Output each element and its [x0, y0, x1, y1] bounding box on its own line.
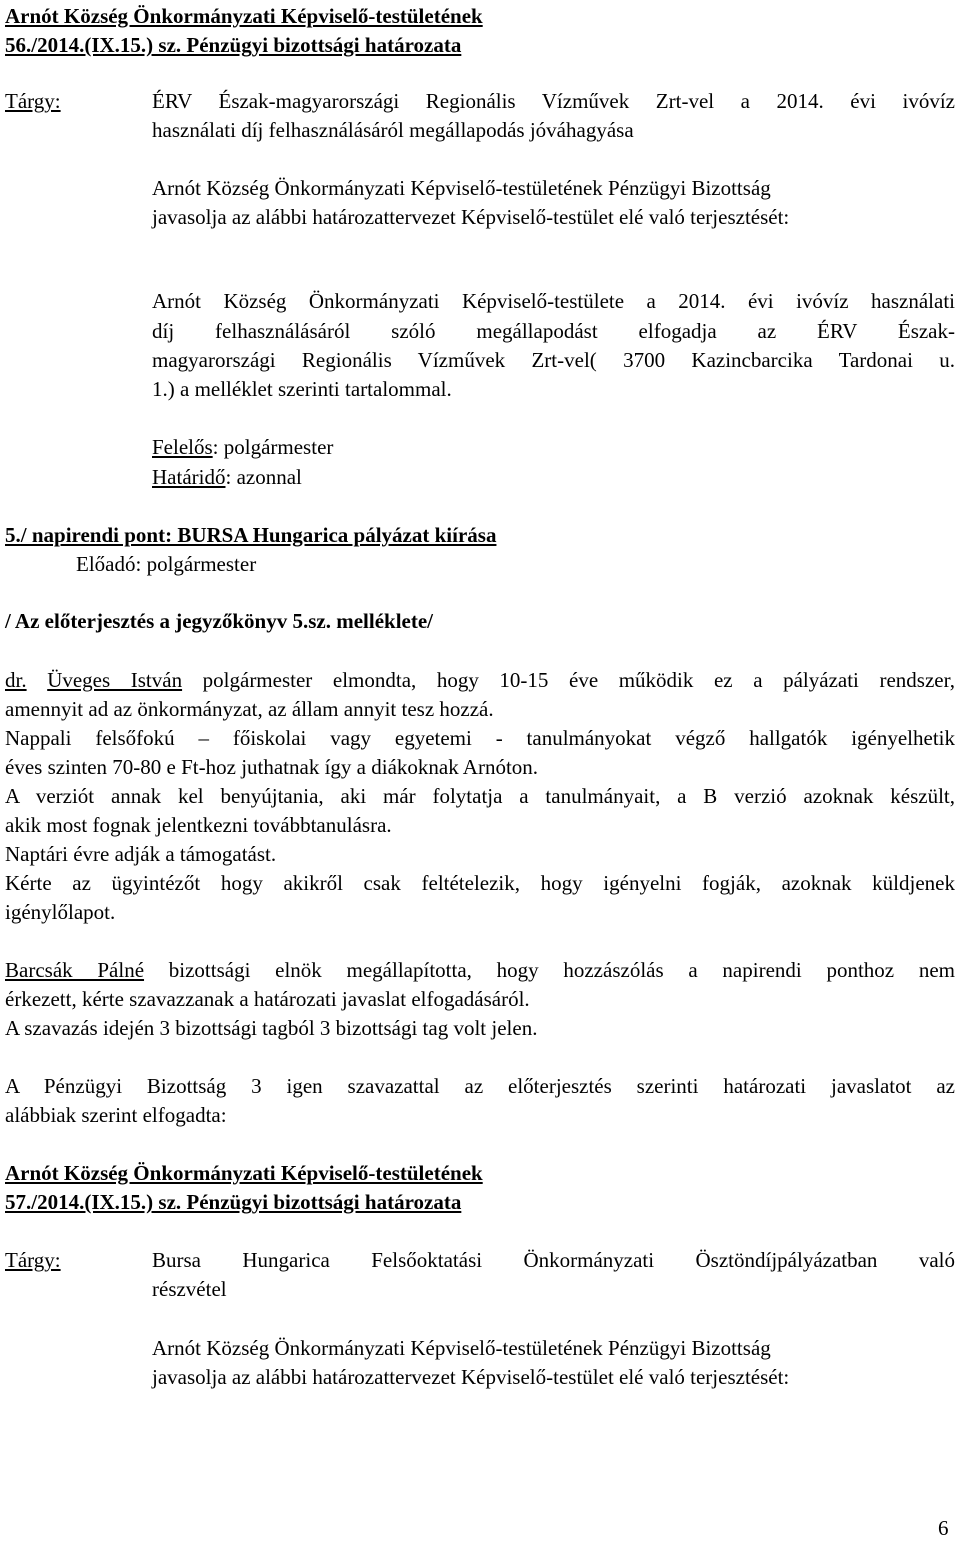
resolution2-heading-line2: 57./2014.(IX.15.) sz. Pénzügyi bizottsági határozata: [5, 1190, 462, 1214]
resolution-heading-line1: Arnót Község Önkormányzati Képviselő-testületének: [5, 4, 483, 28]
minutes-p2-line1: [5, 956, 955, 985]
agenda-attachment-note: / Az előterjesztés a jegyzőkönyv 5.sz. melléklete/: [5, 609, 434, 633]
subject2-line2: részvétel: [152, 1277, 227, 1301]
subject-line2: használati díj felhasználásáról megállapodás jóváhagyása: [152, 118, 634, 142]
minutes-p1-line9: igénylőlapot.: [5, 900, 116, 924]
proposal2-line2: javasolja az alábbi határozattervezet Képviselő-testület elé való terjesztését:: [152, 1365, 790, 1389]
deadline-value: : azonnal: [225, 465, 302, 489]
minutes-p1-line3: Nappali felsőfokú – főiskolai vagy egyetemi - tanulmányokat végző hallgatók igényelhetik: [5, 726, 955, 750]
deadline-line: [152, 463, 302, 492]
agenda-presenter: Előadó: polgármester: [76, 552, 257, 576]
resolution-text-line4: 1.) a melléklet szerinti tartalommal.: [152, 377, 452, 401]
page-number: 6: [938, 1516, 949, 1540]
resolution-heading-line2: 56./2014.(IX.15.) sz. Pénzügyi bizottsági határozata: [5, 33, 462, 57]
minutes-p1-line1: [5, 666, 955, 695]
responsible-label: Felelős: [152, 435, 213, 459]
minutes-p1-line8: Kérte az ügyintézőt hogy akikről csak feltételezik, hogy igényelni fogják, azoknak küldjenek: [5, 871, 955, 895]
deadline-label: Határidő: [152, 465, 226, 489]
resolution-text-line3: magyarországi Regionális Vízművek Zrt-vel( 3700 Kazincbarcika Tardonai u.: [152, 348, 955, 372]
resolution2-heading-line1: Arnót Község Önkormányzati Képviselő-testületének: [5, 1161, 483, 1185]
minutes-p1-line1-text: polgármester elmondta, hogy 10-15 éve működik ez a pályázati rendszer,: [182, 668, 956, 692]
chair-name: Barcsák Pálné: [5, 958, 145, 982]
minutes-p1-line7: Naptári évre adják a támogatást.: [5, 842, 277, 866]
resolution-text-line1: Arnót Község Önkormányzati Képviselő-testülete a 2014. évi ivóvíz használati: [152, 289, 955, 313]
minutes-p3-line2: alábbiak szerint elfogadta:: [5, 1103, 227, 1127]
speaker-title: dr.: [5, 668, 27, 692]
responsible-line: [152, 433, 333, 462]
minutes-p1-line5: A verziót annak kel benyújtania, aki már folytatja a tanulmányait, a B verzió azoknak készült,: [5, 784, 955, 808]
minutes-p1-line2: amennyit ad az önkormányzat, az állam annyit tesz hozzá.: [5, 697, 494, 721]
proposal-line2: javasolja az alábbi határozattervezet Képviselő-testület elé való terjesztését:: [152, 205, 790, 229]
subject-label: Tárgy:: [5, 89, 61, 113]
subject2-label: Tárgy:: [5, 1248, 61, 1272]
minutes-p2-line2: érkezett, kérte szavazzanak a határozati javaslat elfogadásáról.: [5, 987, 530, 1011]
minutes-p2-line3: A szavazás idején 3 bizottsági tagból 3 bizottsági tag volt jelen.: [5, 1016, 538, 1040]
resolution-text-line2: díj felhasználásáról szóló megállapodást elfogadja az ÉRV Észak-: [152, 319, 955, 343]
subject-line1: ÉRV Észak-magyarországi Regionális Vízművek Zrt-vel a 2014. évi ivóvíz: [152, 89, 955, 113]
minutes-p2-line1-text: bizottsági elnök megállapította, hogy hozzászólás a napirendi ponthoz nem: [144, 958, 955, 982]
minutes-p3-line1: A Pénzügyi Bizottság 3 igen szavazattal az előterjesztés szerinti határozati javaslatot az: [5, 1074, 955, 1098]
proposal2-line1: Arnót Község Önkormányzati Képviselő-testületének Pénzügyi Bizottság: [152, 1336, 771, 1360]
minutes-p1-line6: akik most fognak jelentkezni továbbtanulásra.: [5, 813, 392, 837]
agenda-title: 5./ napirendi pont: BURSA Hungarica pályázat kiírása: [5, 523, 497, 547]
minutes-p1-line4: éves szinten 70-80 e Ft-hoz juthatnak így a diákoknak Arnóton.: [5, 755, 539, 779]
responsible-value: : polgármester: [212, 435, 334, 459]
speaker-name: Üveges István: [47, 668, 183, 692]
subject2-line1: Bursa Hungarica Felsőoktatási Önkormányzati Ösztöndíjpályázatban való: [152, 1248, 955, 1272]
proposal-line1: Arnót Község Önkormányzati Képviselő-testületének Pénzügyi Bizottság: [152, 176, 771, 200]
